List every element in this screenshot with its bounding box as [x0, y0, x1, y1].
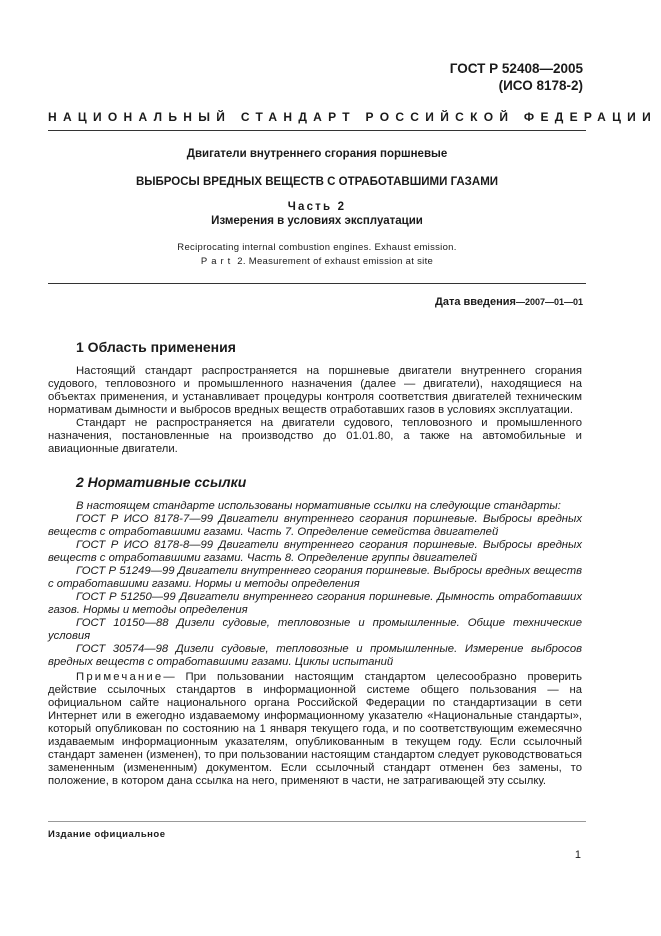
- english-part-word: Part: [200, 256, 235, 267]
- reference-item: ГОСТ 30574—98 Дизели судовые, тепловозные и промышленные. Измерение выбросов вредных веществ с отработавшими газами. Циклы испытаний: [48, 643, 582, 668]
- section-1-paragraph: Стандарт не распространяется на двигатели судового, тепловозного и промышленного назначения, постановленные на производство до 01.01.80, а также на автомобильные и авиационные двигатели.: [48, 417, 582, 455]
- section-1-body: [48, 365, 582, 456]
- title-line-2: ВЫБРОСЫ ВРЕДНЫХ ВЕЩЕСТВ С ОТРАБОТАВШИМИ ГАЗАМИ: [135, 176, 499, 188]
- page-number: 1: [574, 849, 581, 861]
- reference-item: ГОСТ Р ИСО 8178-7—99 Двигатели внутреннего сгорания поршневые. Выбросы вредных веществ с отработавшими газами. Часть 7. Определение семейства двигателей: [48, 513, 582, 538]
- note-label: Примечание: [76, 671, 164, 683]
- title-line-1: Двигатели внутреннего сгорания поршневые: [186, 148, 448, 160]
- english-part-title: 2. Measurement of exhaust emission at site: [237, 256, 434, 267]
- intro-date: [435, 296, 583, 308]
- title-divider: [48, 283, 586, 284]
- part-number: Часть 2: [287, 201, 347, 213]
- english-title-line-2: [48, 256, 586, 267]
- section-2-heading: 2 Нормативные ссылки: [76, 474, 247, 490]
- reference-item: ГОСТ Р 51249—99 Двигатели внутреннего сгорания поршневые. Выбросы вредных веществ с отработавшими газами. Нормы и методы определения: [48, 565, 582, 590]
- header-divider: [48, 130, 586, 131]
- section-1-heading: 1 Область применения: [76, 339, 236, 355]
- reference-item: ГОСТ Р ИСО 8178-8—99 Двигатели внутреннего сгорания поршневые. Выбросы вредных веществ с отработавшими газами. Часть 8. Определение группы двигателей: [48, 539, 582, 564]
- document-code: [450, 60, 583, 94]
- intro-date-label: Дата введения: [435, 296, 516, 308]
- section-2-references: [48, 500, 582, 669]
- reference-item: ГОСТ Р 51250—99 Двигатели внутреннего сгорания поршневые. Дымность отработавших газов. Нормы и методы определения: [48, 591, 582, 616]
- gost-number: ГОСТ Р 52408—2005: [449, 61, 583, 76]
- reference-item: ГОСТ 10150—88 Дизели судовые, тепловозные и промышленные. Общие технические условия: [48, 617, 582, 642]
- intro-date-value: —2007—01—01: [515, 297, 583, 307]
- note-text: — При пользовании настоящим стандартом целесообразно проверить действие ссылочных стандартов в информационной системе общего пользования — на официальном сайте национального органа Российской Федерации по стандартизации в сети Интернет или в ежегодно издаваемому информационному указателю «Национальные стандарты», который опубликован по состоянию на 1 января текущего года, и по соответствующим ежемесячно издаваемым информационным указателям, опубликованным в текущем году. Если ссылочный стандарт заменен (изменен), то при пользовании настоящим стандартом следует руководствоваться замененным (измененным) документом. Если ссылочный стандарт отменен без замены, то положение, в котором дана ссылка на него, применяют в части, не затрагивающей эту ссылку.: [48, 671, 582, 787]
- footer-divider: [48, 821, 586, 822]
- iso-number: (ИСО 8178-2): [498, 78, 583, 93]
- section-1-paragraph: Настоящий стандарт распространяется на поршневые двигатели внутреннего сгорания судового, тепловозного и промышленного назначения (далее — двигатели), находящиеся на объектах применения, и устанавливает процедуры контроля соответствия двигателей техническим нормативам дымности и выбросов вредных веществ отработавших газов в условиях эксплуатации.: [48, 365, 582, 416]
- english-title-line-1: Reciprocating internal combustion engines. Exhaust emission.: [177, 242, 457, 253]
- note-block: [48, 671, 582, 788]
- references-intro: В настоящем стандарте использованы нормативные ссылки на следующие стандарты:: [76, 500, 561, 512]
- national-standard-banner: НАЦИОНАЛЬНЫЙ СТАНДАРТ РОССИЙСКОЙ ФЕДЕРАЦИИ: [48, 110, 658, 124]
- part-title: Измерения в условиях эксплуатации: [211, 215, 423, 227]
- edition-label: Издание официальное: [48, 829, 166, 840]
